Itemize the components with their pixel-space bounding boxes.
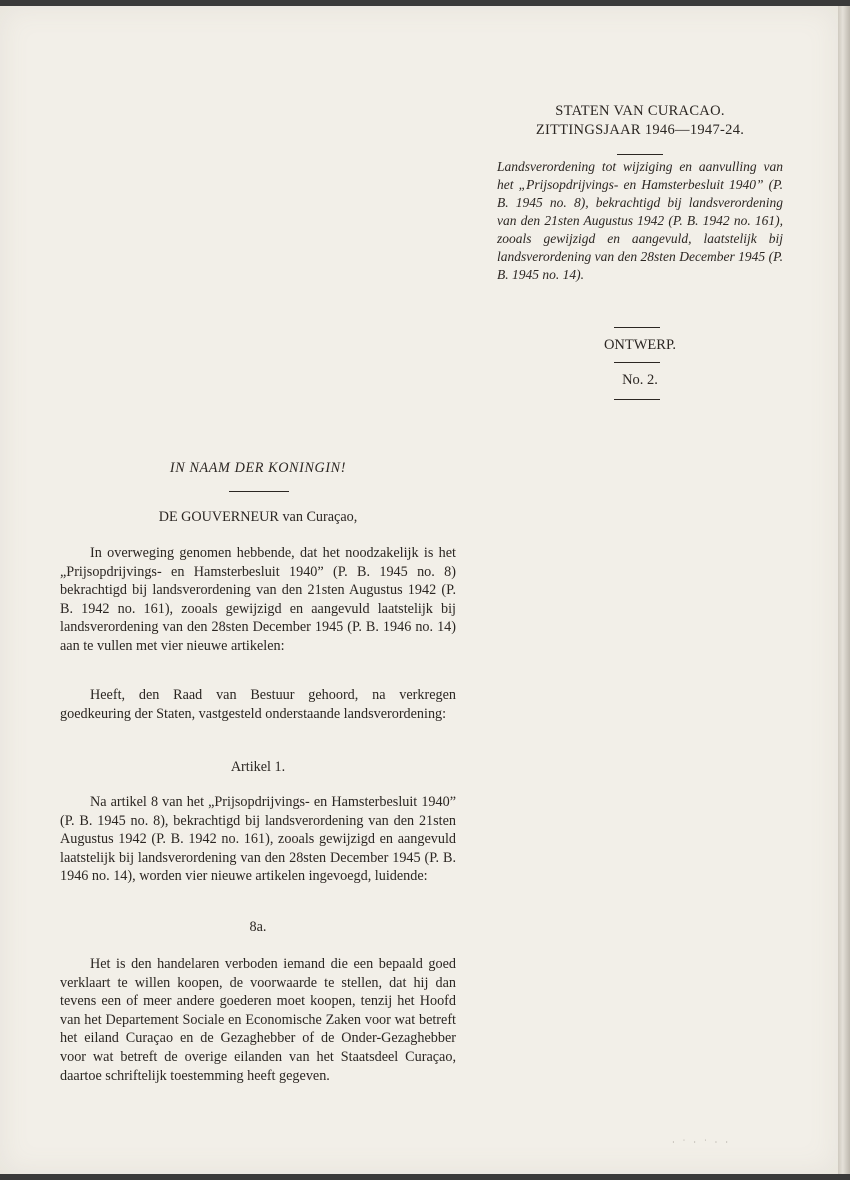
header-title: STATEN VAN CURACAO. xyxy=(555,103,725,119)
invocation-divider xyxy=(229,491,289,492)
considering-paragraph: In overweging genomen hebbende, dat het noodzakelijk is het „Prijsopdrijvings- en Hamsterbesluit 1940” (P. B. 1945 no. 8) bekrachtigd bij landsverordening van den 21sten Augustus 1942 (P. B. 1942 no. 161), zooals gewijzigd en aangevuld laatstelijk bij landsverordening van den 28sten December 1945 (P. B. 1946 no. 14) aan te vullen met vier nieuwe artikelen: xyxy=(60,545,456,654)
article-8a-text: Het is den handelaren verboden iemand die een bepaald goed verklaart te willen koopen, de voorwaarde te stellen, dat hij dan tevens een of meer andere goederen moet koopen, tenzij het Hoofd van het Departement Sociale en Economische Zaken voor wat betreft het eiland Curaçao en de Gezaghebber of de Onder-Gezaghebber voor wat betreft de overige eilanden van het Staatsdeel Curaçao, daartoe schriftelijk toestemming heeft gegeven. xyxy=(60,956,456,1084)
draft-number: No. 2. xyxy=(622,372,658,388)
header-divider xyxy=(617,154,663,155)
page-edge xyxy=(838,6,850,1174)
subject-divider xyxy=(614,327,660,328)
paper-specks: · ˙ · ˙ · · xyxy=(672,1138,731,1147)
enactment-paragraph: Heeft, den Raad van Bestuur gehoord, na verkregen goedkeuring der Staten, vastgesteld onderstaande landsverordening: xyxy=(60,687,456,722)
article-1-heading: Artikel 1. xyxy=(230,759,286,775)
header-session: ZITTINGSJAAR 1946—1947-24. xyxy=(535,122,745,138)
document-header xyxy=(490,102,790,155)
invocation: IN NAAM DER KONINGIN! xyxy=(169,460,347,476)
ordinance-subject: Landsverordening tot wijziging en aanvulling van het „Prijsopdrijvings- en Hamsterbesluit 1940” (P. B. 1945 no. 8), bekrachtigd bij landsverordening van den 21sten Augustus 1942 (P. B. 1942 no. 161), zooals gewijzigd en aangevuld, laatstelijk bij landsverordening van den 28sten December 1945 (P. B. 1945 no. 14). xyxy=(497,159,783,282)
article-8a-heading: 8a. xyxy=(249,919,267,935)
article-1-text: Na artikel 8 van het „Prijsopdrijvings- en Hamsterbesluit 1940” (P. B. 1945 no. 8), bekrachtigd bij landsverordening van den 21sten Augustus 1942 (P. B. 1942 no. 161), zooals gewijzigd en aangevuld laatstelijk bij landsverordening van den 28sten December 1945 (P. B. 1946 no. 14), worden vier nieuwe artikelen ingevoegd, luidende: xyxy=(60,794,456,885)
draft-divider xyxy=(614,362,660,363)
number-divider xyxy=(614,399,660,400)
draft-label: ONTWERP. xyxy=(603,337,677,353)
governor-line: DE GOUVERNEUR van Curaçao, xyxy=(158,509,358,525)
